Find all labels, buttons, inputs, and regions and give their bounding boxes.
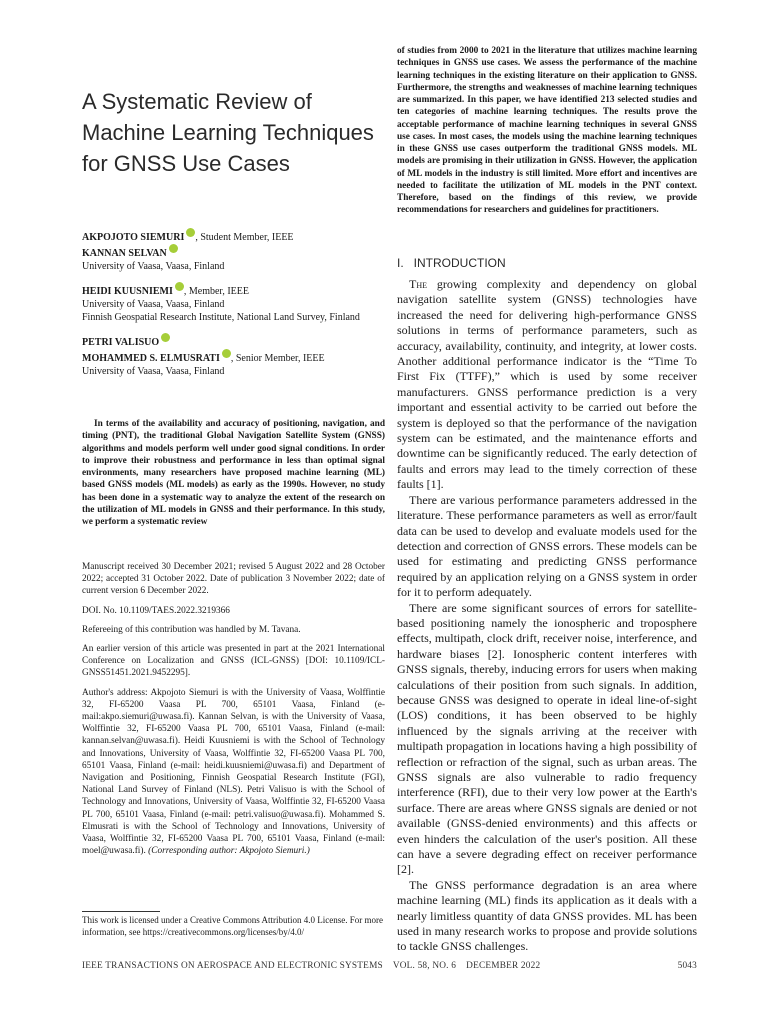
introduction-body [397, 277, 697, 955]
author-name: PETRI VALISUO [82, 337, 160, 348]
abstract-part-2: of studies from 2000 to 2021 in the literature that utilizes machine learning techniques in GNSS use cases. We assess the performance of the machine learning techniques in the existing literature on their application to GNSS. Furthermore, the strengths and weaknesses of machine learning techniques are summarized. In this paper, we have identified 213 selected studies and ten categories of machine learning techniques. The results prove the acceptable performance of machine learning techniques in several GNSS use cases. In most cases, the models using the machine learning techniques in these GNSS use cases outperform the traditional GNSS models. ML models are promising in their utilization in GNSS. However, the application of ML models in the industry is still limited. More effort and incentives are needed to facilitate the utilization of ML models in the PNT context. Therefore, based on the findings of this review, we provide recommendations for researchers and guidelines for practitioners. [397, 46, 697, 216]
article-notes [82, 561, 385, 857]
running-footer [82, 961, 697, 971]
author-name: AKPOJOTO SIEMURI [82, 232, 185, 243]
author-line [82, 244, 392, 260]
paragraph [397, 277, 697, 493]
author-role: , Member, IEEE [183, 286, 249, 297]
author-role: , Student Member, IEEE [195, 232, 294, 243]
author-affiliation: University of Vaasa, Vaasa, Finland [82, 299, 225, 310]
journal-info: IEEE TRANSACTIONS ON AEROSPACE AND ELECTRONIC SYSTEMS VOL. 58, NO. 6 DECEMBER 2022 [82, 961, 541, 971]
orcid-icon[interactable] [175, 282, 184, 291]
author-name: MOHAMMED S. ELMUSRATI [82, 353, 220, 364]
section-number: I. [397, 256, 404, 270]
author-line [82, 349, 392, 365]
paragraph: The GNSS performance degradation is an area where machine learning (ML) finds its application as it deals with a nearly limitless quantity of data GNSS provides. ML has been used in many research works to propose and provide solutions to tackle GNSS challenges. [397, 877, 697, 954]
manuscript-note: Manuscript received 30 December 2021; revised 5 August 2022 and 28 October 2022; accepted 31 October 2022. Date of publication 3 November 2022; date of current version 6 December 2022. [82, 562, 385, 597]
author-affiliation: Finnish Geospatial Research Institute, National Land Survey, Finland [82, 312, 360, 323]
section-title: INTRODUCTION [413, 256, 506, 270]
author-line [82, 282, 392, 298]
author-line [82, 228, 392, 244]
author-line [82, 333, 392, 349]
paragraph-text: growing complexity and dependency on global navigation satellite system (GNSS) technologies have increased the need for delivering high-performance GNSS solutions in terms of performance parameters, such as accuracy, availability, continuity, and integrity, at lower costs. Another additional performance indicator is the “Time To First Fix (TTFF),” which is used by some receiver manufacturers. GNSS performance prediction is a very important and essential activity to be carried out before the system is deployed so that the performance of the navigation system can be estimated, and the maintenance efforts and downtime can be significantly reduced. The early detection of faults and errors may lead to the timely correction of these faults [1]. [397, 277, 697, 492]
earlier-version-note: An earlier version of this article was presented in part at the 2021 International Conference on Localization and GNSS (ICL-GNSS) [DOI: 10.1109/ICL-GNSS51451.2021.9452295]. [82, 644, 385, 679]
orcid-icon[interactable] [186, 228, 195, 237]
author-affiliation: University of Vaasa, Vaasa, Finland [82, 261, 225, 272]
orcid-icon[interactable] [161, 333, 170, 342]
author-role: , Senior Member, IEEE [230, 353, 325, 364]
page-number: 5043 [677, 961, 697, 971]
author-block [82, 228, 392, 387]
author-name: HEIDI KUUSNIEMI [82, 286, 173, 297]
refereeing-note: Refereeing of this contribution was handled by M. Tavana. [82, 624, 301, 635]
author-group [82, 282, 392, 324]
section-heading [397, 256, 516, 270]
author-address-note [82, 687, 385, 858]
abstract-part-1: In terms of the availability and accuracy of positioning, navigation, and timing (PNT), the traditional Global Navigation Satellite System (GNSS) algorithms and models perform well under good signal conditions. In order to improve their robustness and performance in less than optimal signal environments, many researchers have proposed machine learning (ML) based GNSS models (ML models) as early as the 1990s. However, no study has been done in a systematic way to analyze the extent of the research on the utilization of ML models in GNSS and their performance. In this study, we perform a systematic review [82, 419, 385, 527]
orcid-icon[interactable] [222, 349, 231, 358]
author-group [82, 228, 392, 273]
orcid-icon[interactable] [169, 244, 178, 253]
corresponding-author: (Corresponding author: Akpojoto Siemuri.) [148, 846, 310, 857]
lead-word: The [409, 277, 427, 291]
paper-title: A Systematic Review of Machine Learning Techniques for GNSS Use Cases [82, 89, 374, 176]
license-footnote: This work is licensed under a Creative Commons Attribution 4.0 License. For more information, see https://creativecommons.org/licenses/by/4.0/ [82, 915, 383, 937]
paragraph: There are various performance parameters addressed in the literature. These performance parameters as well as error/fault data can be used to develop and evaluate models used for the detection and correction of GNSS errors. These models can be used for estimating and predicting GNSS performance required by an application relying on a GNSS system in order for it to perform adequately. [397, 492, 697, 600]
author-name: KANNAN SELVAN [82, 248, 167, 259]
paragraph: There are some significant sources of errors for satellite-based positioning namely the ionospheric and troposphere effects, multipath, clock drift, receiver noise, interference, and hardware biases [2]. Ionospheric content interferes with GNSS signals, thereby, inducing errors for users when making calculations of their position from such signals. In addition, because GNSS was designed to operate in ideal line-of-sight (LOS) conditions, it has been observed to be highly influenced by the signals arriving at the receiver with multipath propagation in locations having a high possibility of reflection or refraction of the signal, such as urban areas. The GNSS signals are also vulnerable to radio frequency interference (RFI), due to their very low power at the Earth's surface. There are areas where GNSS signals are denied or not available (GNSS-denied environments) and this affects or even hinders the calculation of the user's position. All these can have a severe degrading effect on receiver performance [2]. [397, 600, 697, 877]
author-address-text: Author's address: Akpojoto Siemuri is with the University of Vaasa, Wolffintie 32, FI-65200 Vaasa PL 700, 65101 Vaasa, Finland (e-mail:akpo.siemuri@uwasa.fi). Kannan Selvan, is with the University of Vaasa, Wolffintie 32, FI-65200 Vaasa PL 700, 65101 Vaasa, Finland (e-mail: kannan.selvan@uwasa.fi). Heidi Kuusniemi is with the School of Technology and Innovations, University of Vaasa, Wolffintie 32, FI-65200 Vaasa PL 700, 65101 Vaasa, Finland (e-mail: heidi.kuusniemi@uwasa.fi) and Department of Navigation and Positioning, Finnish Geospatial Research Institute (FGI), National Land Survey of Finland (NLS). Petri Valisuo is with the School of Technology and Innovations, University of Vaasa, Wolffintie 32, FI-65200 Vaasa PL 700, 65101 Vaasa, Finland (e-mail: petri.valisuo@uwasa.fi). Mohammed S. Elmusrati is with the School of Technology and Innovations, University of Vaasa, Wolffintie 32, FI-65200 Vaasa PL 700, 65101 Vaasa, Finland (e-mail: moel@uwasa.fi). [82, 687, 385, 857]
author-group [82, 333, 392, 378]
doi-note[interactable]: DOI. No. 10.1109/TAES.2022.3219366 [82, 605, 230, 616]
author-affiliation: University of Vaasa, Vaasa, Finland [82, 366, 225, 377]
footnote-divider [82, 911, 160, 912]
